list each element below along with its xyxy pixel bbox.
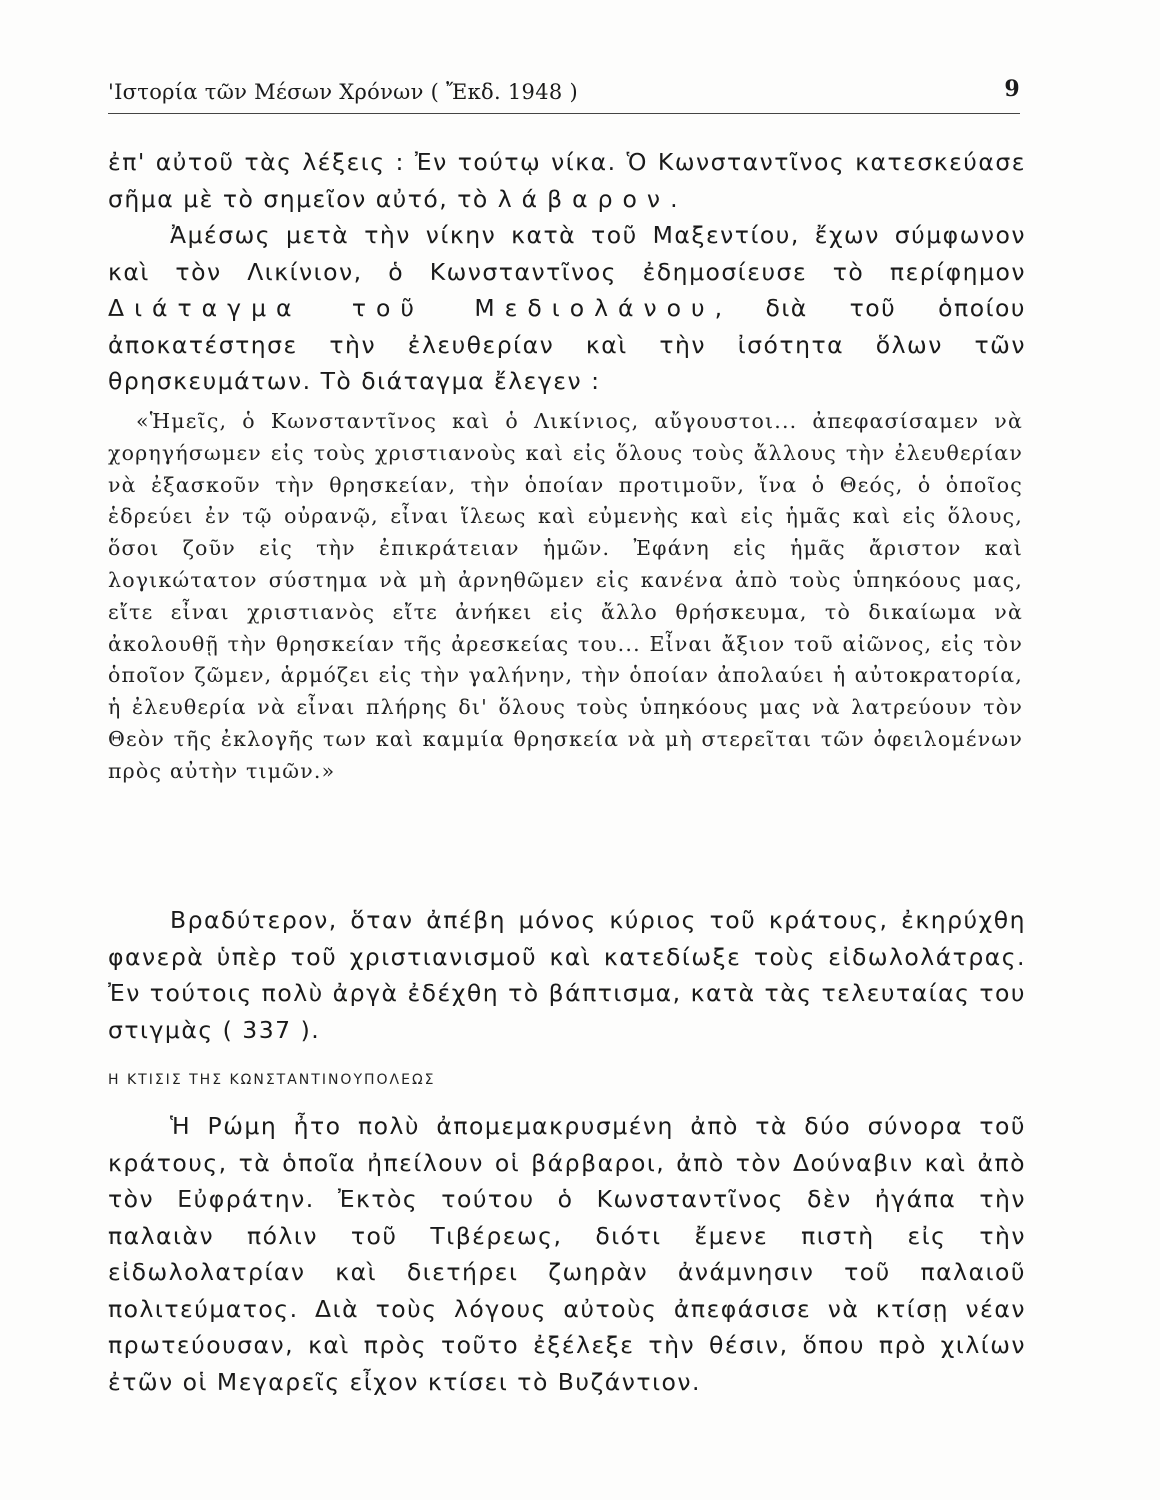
header-rule [108, 113, 1020, 114]
labarum-lead: ἐπ' αὐτοῦ τὰς λέξεις : Ἐν τούτῳ νίκα. Ὁ Κωνσταντῖνος κατεσκεύασε σῆμα μὲ τὸ σημεῖον αὐτό, τὸ [108, 148, 1026, 213]
running-header [108, 72, 1020, 108]
section-heading-block [108, 1072, 1026, 1088]
paragraph-baptism-text: Βραδύτερον, ὅταν ἀπέβη μόνος κύριος τοῦ κράτους, ἐκηρύχθη φανερὰ ὑπὲρ τοῦ χριστιανισμοῦ καὶ κατεδίωξε τοὺς εἰδωλολάτρας. Ἐν τούτοις πολὺ ἀργὰ ἐδέχθη τὸ βάπτισμα, κατὰ τὰς τελευταίας του στιγμὰς ( 337 ). [108, 906, 1026, 1044]
paragraph-constantinople [108, 1108, 1026, 1400]
paragraph-constantinople-text: Ἡ Ρώμη ἦτο πολὺ ἀπομεμακρυσμένη ἀπὸ τὰ δύο σύνορα τοῦ κράτους, τὰ ὁποῖα ἠπείλουν οἱ βάρβαροι, ἀπὸ τὸν Δούναβιν καὶ ἀπὸ τὸν Εὐφράτην. Ἐκτὸς τούτου ὁ Κωνσταντῖνος δὲν ἠγάπα τὴν παλαιὰν πόλιν τοῦ Τιβέρεως, διότι ἔμενε πιστὴ εἰς τὴν εἰδωλολατρίαν καὶ διετήρει ζωηρὰν ἀνάμνησιν τοῦ παλαιοῦ πολιτεύματος. Διὰ τοὺς λόγους αὐτοὺς ἀπεφάσισε νὰ κτίσῃ νέαν πρωτεύουσαν, καὶ πρὸς τοῦτο ἐξέλεξε τὴν θέσιν, ὅπου πρὸ χιλίων ἐτῶν οἱ Μεγαρεῖς εἶχον κτίσει τὸ Βυζάντιον. [108, 1112, 1026, 1396]
page-number: 9 [1004, 76, 1020, 102]
edict-rest: , διὰ τοῦ ὁποίου ἀποκατέστησε τὴν ἐλευθερίαν καὶ τὴν ἰσότητα ὅλων τῶν θρησκευμάτων. Τὸ διάταγμα ἔλεγεν : [108, 294, 1026, 395]
paragraph-labarum-text [108, 144, 1026, 217]
edict-quotation [108, 406, 1023, 788]
quotation-text: «Ἡμεῖς, ὁ Κωνσταντῖνος καὶ ὁ Λικίνιος, αὔγουστοι... ἀπεφασίσαμεν νὰ χορηγήσωμεν εἰς τοὺς χριστιανοὺς καὶ εἰς ὅλους τοὺς ἄλλους τὴν ἐλευθερίαν νὰ ἐξασκοῦν τὴν θρησκείαν, τὴν ὁποίαν προτιμοῦν, ἵνα ὁ Θεός, ὁ ὁποῖος ἑδρεύει ἐν τῷ οὐρανῷ, εἶναι ἵλεως καὶ εὐμενὴς καὶ εἰς ἡμᾶς καὶ εἰς ὅλους, ὅσοι ζοῦν εἰς τὴν ἐπικράτειαν ἡμῶν. Ἐφάνη εἰς ἡμᾶς ἄριστον καὶ λογικώτατον σύστημα νὰ μὴ ἀρνηθῶμεν εἰς κανένα ἀπὸ τοὺς ὑπηκόους μας, εἴτε εἶναι χριστιανὸς εἴτε ἀνήκει εἰς ἄλλο θρήσκευμα, τὸ δικαίωμα νὰ ἀκολουθῇ τὴν θρησκείαν τῆς ἀρεσκείας του... Εἶναι ἄξιον τοῦ αἰῶνος, εἰς τὸν ὁποῖον ζῶμεν, ἁρμόζει εἰς τὴν γαλήνην, τὴν ὁποίαν ἀπολαύει ἡ αὐτοκρατορία, ἡ ἐλευθερία νὰ εἶναι πλήρης δι' ὅλους τοὺς ὑπηκόους μας νὰ λατρεύουν τὸν Θεὸν τῆς ἐκλογῆς των καὶ καμμία θρησκεία νὰ μὴ στερεῖται τῶν ὀφειλομένων πρὸς αὐτὴν τιμῶν.» [108, 409, 1023, 783]
edict-name: Διάταγμα τοῦ Μεδιολάνου [108, 294, 715, 322]
labarum-word: λάβαρον [497, 184, 671, 213]
paragraph-edict [108, 217, 1026, 400]
paragraph-baptism [108, 902, 1026, 1048]
paragraph-labarum [108, 144, 1026, 400]
edict-intro: Ἀμέσως μετὰ τὴν νίκην κατὰ τοῦ Μαξεντίου, ἔχων σύμφωνον καὶ τὸν Λικίνιον, ὁ Κωνσταντῖνος ἐδημοσίευσε τὸ περίφημον [108, 221, 1026, 286]
running-title: 'Ιστορία τῶν Μέσων Χρόνων ( Ἔκδ. 1948 ) [108, 80, 579, 104]
labarum-end: . [670, 184, 680, 213]
section-heading: Η ΚΤΙΣΙΣ ΤΗΣ ΚΩΝΣΤΑΝΤΙΝΟΥΠΟΛΕΩΣ [108, 1072, 436, 1088]
